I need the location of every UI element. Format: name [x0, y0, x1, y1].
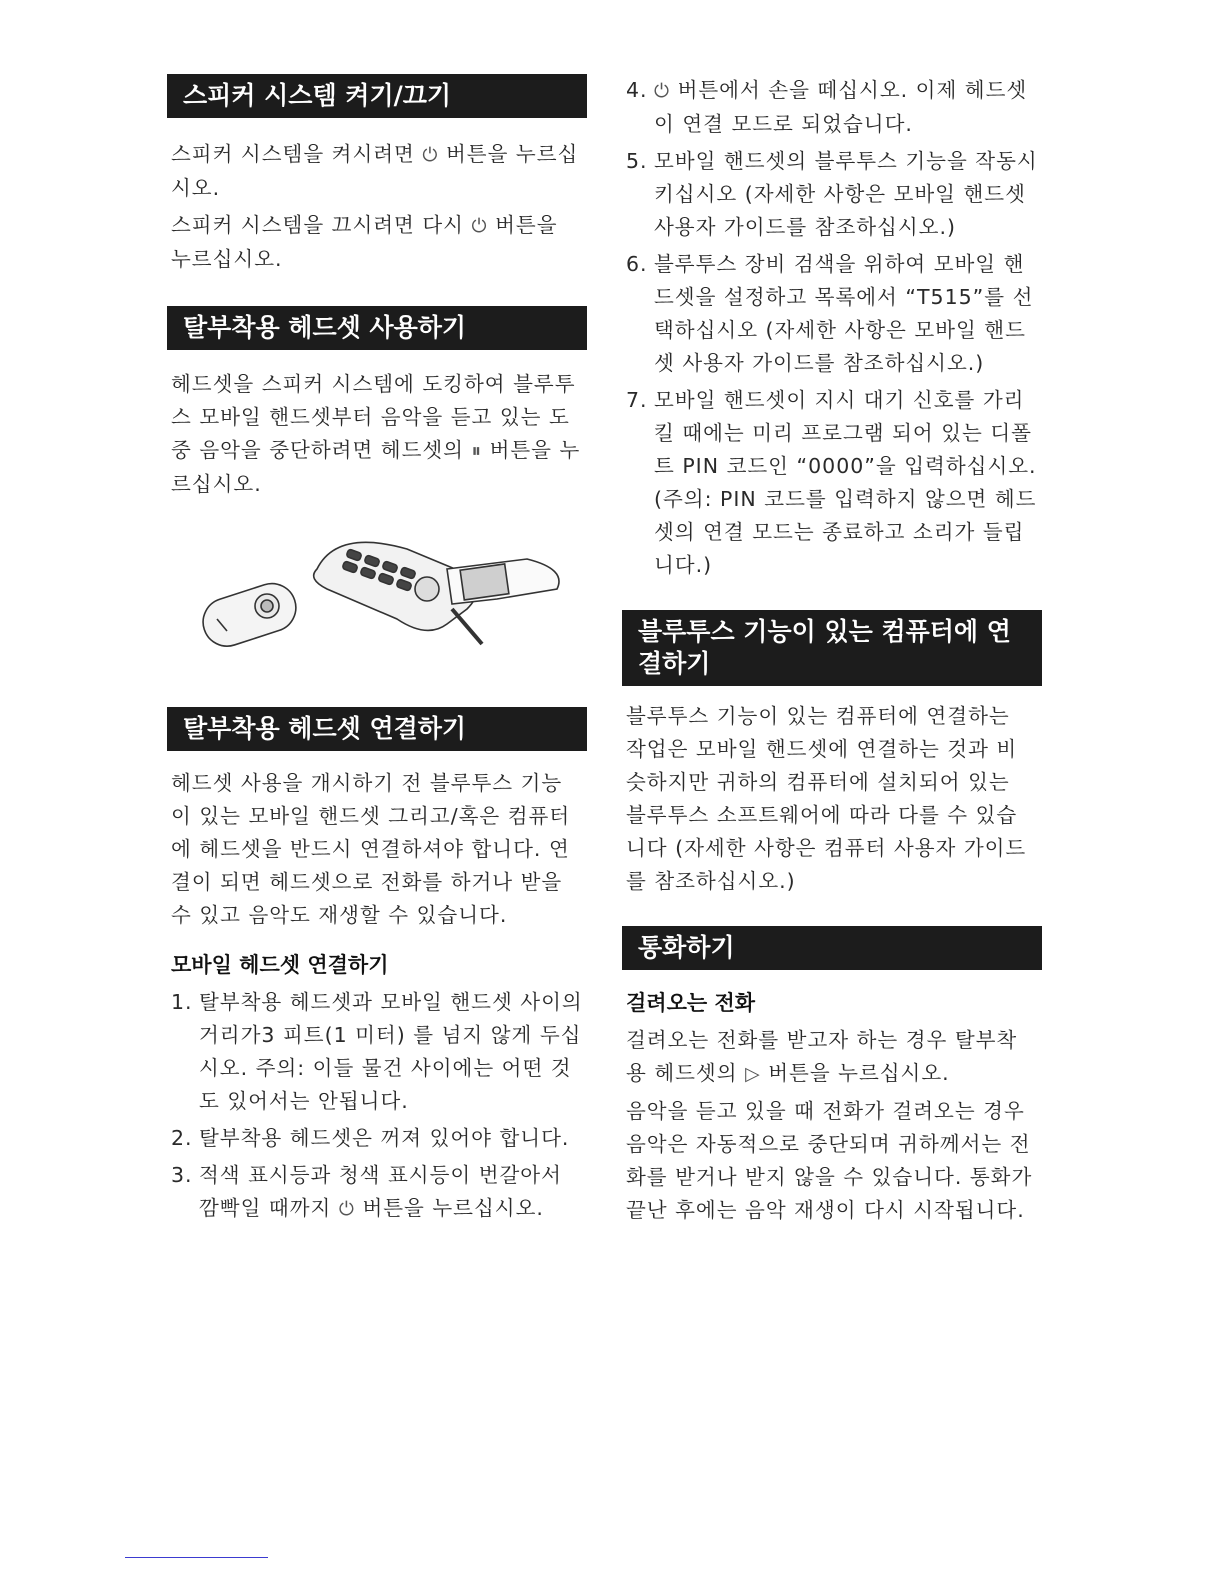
step-text: 모바일 핸드셋의 블루투스 기능을 작동시키십시오 (자세한 사항은 모바일 핸드셋 사용자 가이드를 참조하십시오.) [654, 149, 1038, 239]
headset-connect-paragraph: 헤드셋 사용을 개시하기 전 블루투스 기능이 있는 모바일 핸드셋 그리고/혹은 컴퓨터에 헤드셋을 반드시 연결하셔야 합니다. 연결이 되면 헤드셋으로 전화를 하거나 받을 수 있고 음악도 재생할 수 있습니다. [171, 771, 571, 927]
step-text: 모바일 핸드셋이 지시 대기 신호를 가리킬 때에는 미리 프로그램 되어 있는 디폴트 PIN 코드인 “0000”을 입력하십시오. (주의: PIN 코드를 입력하지 않으면 헤드셋의 연결 모드는 종료하고 소리가 들립니다.) [654, 388, 1037, 577]
section-title-computer-connect: 블루투스 기능이 있는 컴퓨터에 연결하기 [622, 610, 1042, 686]
right-column [622, 74, 1042, 1231]
headset-phone-illustration [167, 529, 587, 689]
section-title-headset-use: 탈부착용 헤드셋 사용하기 [167, 306, 587, 350]
power-on-text: 스피커 시스템을 켜시려면 [171, 142, 415, 166]
incoming-call-text: 걸려오는 전화를 받고자 하는 경우 탈부착용 헤드셋의 [626, 1028, 1018, 1085]
pause-icon: ⏸ [471, 440, 483, 462]
step-number: 4. [626, 78, 648, 102]
power-icon: ⏻ [338, 1198, 355, 1220]
mobile-connect-subheading: 모바일 헤드셋 연결하기 [171, 953, 389, 977]
power-off-paragraph [167, 209, 587, 276]
step-text: 탈부착용 헤드셋은 꺼져 있어야 합니다. [199, 1126, 570, 1150]
step-text-end: 버튼을 누르십시오. [362, 1196, 544, 1220]
step-2 [167, 1122, 587, 1155]
step-text: 버튼에서 손을 떼십시오. 이제 헤드셋이 연결 모드로 되었습니다. [654, 78, 1028, 136]
mobile-connect-steps-continued [622, 74, 1042, 582]
power-off-text: 스피커 시스템을 끄시려면 다시 [171, 213, 464, 237]
incoming-call-text-end: 버튼을 누르십시오. [768, 1061, 950, 1085]
headset-use-paragraph [167, 368, 587, 501]
section-title-power: 스피커 시스템 켜기/끄기 [167, 74, 587, 118]
step-number: 7. [626, 388, 648, 412]
power-on-text-end: 버튼을 누르십시오. [171, 142, 579, 200]
play-icon: ▷ [745, 1063, 761, 1085]
music-call-paragraph: 음악을 듣고 있을 때 전화가 걸려오는 경우 음악은 자동적으로 중단되며 귀하께서는 전화를 받거나 받지 않을 수 있습니다. 통화가 끝난 후에는 음악 재생이 다시 시작됩니다. [626, 1099, 1033, 1222]
step-text: 탈부착용 헤드셋과 모바일 핸드셋 사이의 거리가3 피트(1 미터) 를 넘지 않게 두십시오. 주의: 이들 물건 사이에는 어떤 것도 있어서는 안됩니다. [199, 990, 583, 1113]
phone-drawing [314, 542, 559, 644]
headset-use-text: 헤드셋을 스피커 시스템에 도킹하여 블루투스 모바일 핸드셋부터 음악을 듣고 있는 도중 음악을 중단하려면 헤드셋의 [171, 372, 576, 462]
step-number: 1. [171, 990, 193, 1014]
step-text: 블루투스 장비 검색을 위하여 모바일 핸드셋을 설정하고 목록에서 “T515”를 선택하십시오 (자세한 사항은 모바일 핸드셋 사용자 가이드를 참조하십시오.) [654, 252, 1034, 375]
step-5 [622, 145, 1042, 244]
mobile-connect-steps [167, 986, 587, 1226]
left-column [167, 74, 587, 1230]
power-off-text-end: 버튼을 누르십시오. [171, 213, 558, 271]
incoming-call-paragraph [622, 1024, 1042, 1091]
power-icon: ⏻ [422, 144, 439, 166]
computer-connect-paragraph: 블루투스 기능이 있는 컴퓨터에 연결하는 작업은 모바일 핸드셋에 연결하는 것과 비슷하지만 귀하의 컴퓨터에 설치되어 있는 블루투스 소프트웨어에 따라 다를 수 있습니다 (자세한 사항은 컴퓨터 사용자 가이드를 참조하십시오.) [626, 704, 1027, 893]
step-number: 5. [626, 149, 648, 173]
step-text: 적색 표시등과 청색 표시등이 번갈아서 깜빡일 때까지 [199, 1163, 562, 1220]
incoming-call-subheading: 걸려오는 전화 [626, 991, 756, 1015]
power-icon: ⏻ [654, 80, 671, 102]
step-number: 6. [626, 252, 648, 276]
headset-use-text-end: 버튼을 누르십시오. [171, 438, 581, 496]
section-title-headset-connect: 탈부착용 헤드셋 연결하기 [167, 707, 587, 751]
step-3 [167, 1159, 587, 1226]
section-title-calls: 통화하기 [622, 926, 1042, 970]
step-4 [622, 74, 1042, 141]
power-on-paragraph [167, 138, 587, 205]
step-1 [167, 986, 587, 1118]
step-number: 3. [171, 1163, 193, 1187]
step-number: 2. [171, 1126, 193, 1150]
step-7 [622, 384, 1042, 582]
step-6 [622, 248, 1042, 380]
headset-drawing [197, 577, 302, 652]
headset-phone-drawing [197, 529, 577, 689]
power-icon: ⏻ [471, 215, 488, 237]
footer-rule [125, 1557, 268, 1558]
